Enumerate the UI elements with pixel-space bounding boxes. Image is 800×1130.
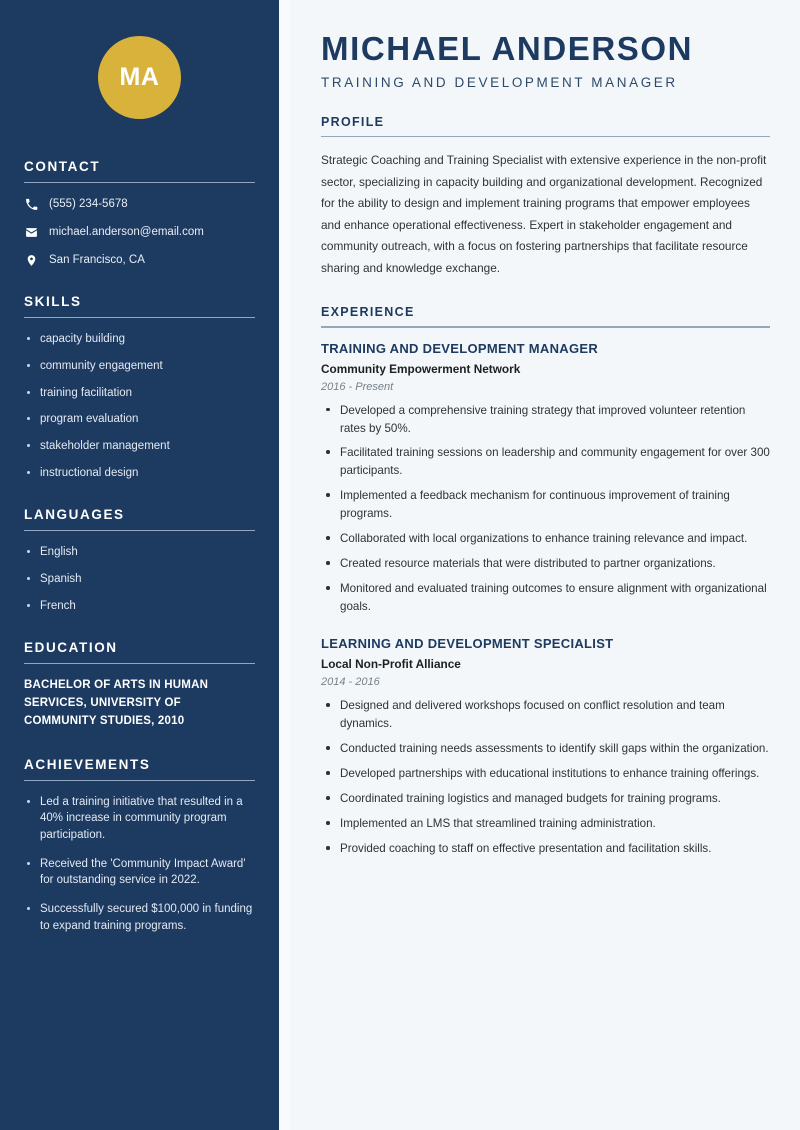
skills-divider (24, 317, 255, 318)
experience-entry (321, 636, 770, 858)
achievements-heading: ACHIEVEMENTS (24, 756, 151, 772)
avatar-container (24, 0, 255, 159)
contact-item-phone[interactable] (24, 196, 255, 212)
job-bullet-list (321, 402, 770, 617)
profile-heading: PROFILE (321, 114, 385, 129)
job-title: TRAINING AND DEVELOPMENT MANAGER (321, 340, 599, 356)
sidebar-section-achievements (24, 757, 255, 935)
job-company: Local Non-Profit Alliance (321, 657, 461, 672)
main-section-profile (321, 115, 770, 279)
sidebar-section-contact (24, 159, 255, 268)
list-item: Developed a comprehensive training strategy that improved volunteer retention rates by 50%. (321, 402, 770, 438)
profile-divider (321, 136, 770, 137)
phone-icon (24, 198, 38, 211)
list-item: French (24, 598, 255, 615)
contact-heading: CONTACT (24, 159, 101, 174)
job-company: Community Empowerment Network (321, 361, 521, 376)
contact-phone-value: (555) 234-5678 (49, 198, 128, 210)
list-item: Spanish (24, 571, 255, 588)
list-item: English (24, 544, 255, 561)
list-item: Facilitated training sessions on leadership and community engagement for over 300 participants. (321, 444, 770, 480)
contact-item-location[interactable] (24, 252, 255, 268)
list-item: Implemented a feedback mechanism for continuous improvement of training programs. (321, 487, 770, 523)
education-entry: BACHELOR OF ARTS IN HUMAN SERVICES, UNIVERSITY OF COMMUNITY STUDIES, 2010 (24, 679, 209, 727)
location-pin-icon (24, 254, 38, 267)
list-item: instructional design (24, 465, 255, 482)
list-item: Conducted training needs assessments to identify skill gaps within the organization. (321, 740, 770, 758)
sidebar-section-skills (24, 294, 255, 481)
list-item: Created resource materials that were distributed to partner organizations. (321, 555, 770, 573)
list-item: community engagement (24, 358, 255, 375)
main-section-experience (321, 305, 770, 858)
achievements-divider (24, 780, 255, 781)
list-item: Designed and delivered workshops focused on conflict resolution and team dynamics. (321, 697, 770, 733)
list-item: Developed partnerships with educational institutions to enhance training offerings. (321, 765, 770, 783)
job-bullet-list (321, 697, 770, 858)
list-item: Coordinated training logistics and managed budgets for training programs. (321, 790, 770, 808)
achievements-list (24, 794, 255, 935)
education-heading: EDUCATION (24, 640, 118, 656)
envelope-icon (24, 226, 38, 239)
main-column (290, 0, 800, 1130)
job-title: LEARNING AND DEVELOPMENT SPECIALIST (321, 636, 614, 652)
column-gutter (279, 0, 290, 1130)
sidebar-section-education (24, 640, 255, 730)
list-item: training facilitation (24, 385, 255, 402)
skills-list (24, 331, 255, 481)
job-dates: 2016 - Present (321, 380, 394, 393)
languages-list (24, 544, 255, 614)
languages-divider (24, 530, 255, 531)
list-item: Received the 'Community Impact Award' for outstanding service in 2022. (24, 856, 255, 889)
list-item: capacity building (24, 331, 255, 348)
sidebar-section-languages (24, 507, 255, 614)
education-divider (24, 663, 255, 664)
contact-email-value: michael.anderson@email.com (49, 226, 204, 239)
list-item: program evaluation (24, 411, 255, 428)
list-item: Led a training initiative that resulted in a 40% increase in community program participation. (24, 794, 255, 844)
contact-item-email[interactable] (24, 224, 255, 240)
job-dates: 2014 - 2016 (321, 676, 380, 689)
list-item: Monitored and evaluated training outcomes to ensure alignment with organizational goals. (321, 580, 770, 616)
list-item: Successfully secured $100,000 in funding to expand training programs. (24, 901, 255, 934)
sidebar (0, 0, 279, 1130)
avatar: MA (98, 36, 181, 119)
experience-heading: EXPERIENCE (321, 305, 415, 320)
contact-location-value: San Francisco, CA (49, 254, 145, 267)
experience-divider (321, 326, 770, 327)
list-item: Provided coaching to staff on effective presentation and facilitation skills. (321, 840, 770, 858)
page-title: MICHAEL ANDERSON (321, 30, 694, 67)
list-item: stakeholder management (24, 438, 255, 455)
experience-entry (321, 341, 770, 617)
list-item: Collaborated with local organizations to enhance training relevance and impact. (321, 530, 770, 548)
contact-divider (24, 182, 255, 183)
headline-subtitle: TRAINING AND DEVELOPMENT MANAGER (321, 74, 678, 90)
profile-text: Strategic Coaching and Training Specialist with extensive experience in the non-profit sector, specializing in capacity building and organizational development. Recognized for the ability to design and implement training programs that empower employees and enhance operational effectiveness. Expert in stakeholder engagement and community outreach, with a focus on fostering partnerships that facilitate resource sharing and knowledge exchange. (321, 153, 767, 275)
list-item: Implemented an LMS that streamlined training administration. (321, 815, 770, 833)
skills-heading: SKILLS (24, 294, 82, 310)
languages-heading: LANGUAGES (24, 507, 125, 523)
